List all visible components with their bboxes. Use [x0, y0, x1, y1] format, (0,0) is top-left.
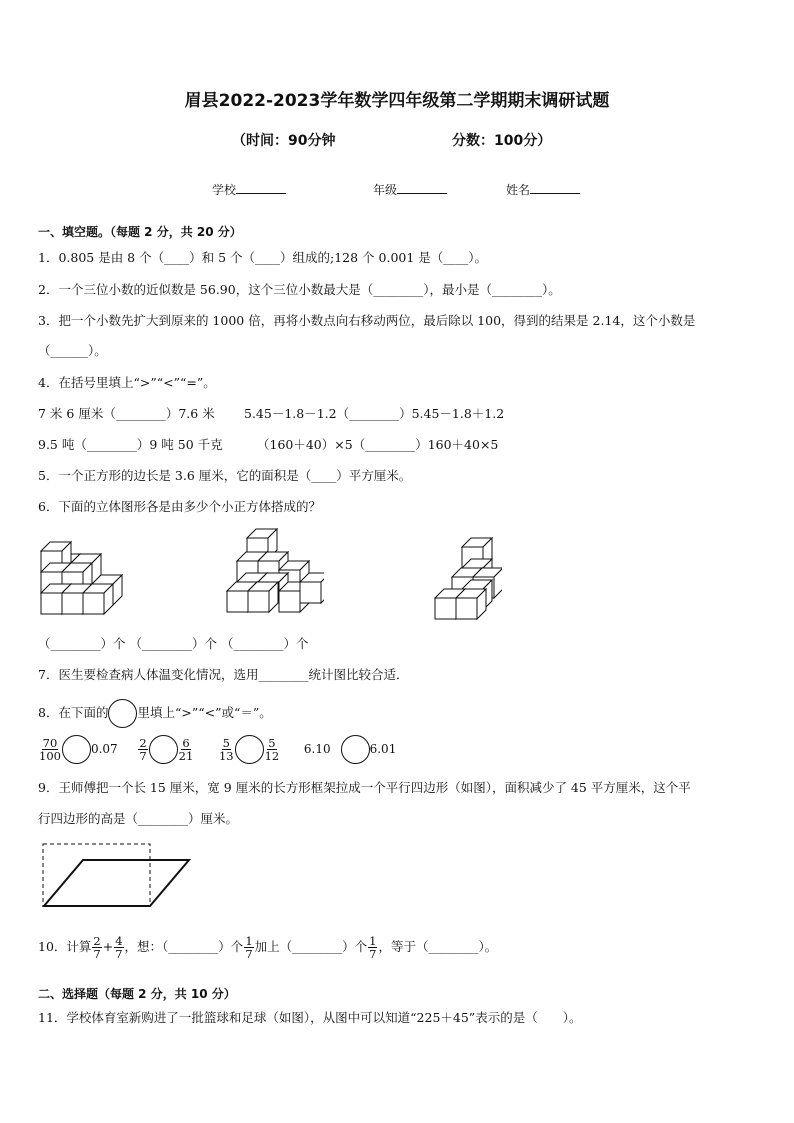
question-10-text: ，等于（________）。: [378, 939, 498, 954]
unit-cube: [83, 584, 113, 614]
question-10-lead: 10．计算: [38, 939, 92, 954]
question-4a: 7 米 6 厘米（________）7.6 米: [38, 406, 215, 421]
question-6-answers: （________）个 （________）个 （________）个: [38, 636, 309, 651]
value: 0.07: [90, 742, 118, 756]
question-9-blank: 行四边形的高是（________）厘米。: [38, 811, 239, 826]
compare-circle-2[interactable]: [149, 735, 178, 764]
cube-figure-2: [224, 528, 324, 622]
grade-label: 年级: [373, 183, 398, 197]
name-label: 姓名: [506, 183, 531, 197]
compare-circle-4[interactable]: [341, 735, 370, 764]
unit-cube: [248, 582, 278, 612]
question-8: [38, 699, 272, 728]
question-8-lead: 8．在下面的: [38, 705, 109, 720]
unit-cube: [456, 589, 486, 619]
question-6: 6．下面的立体图形各是由多少个小正方体搭成的？: [38, 499, 321, 514]
fraction: $\frac{6}{21}$: [178, 736, 194, 763]
name-field: [506, 181, 580, 198]
compare-circle-3[interactable]: [235, 735, 264, 764]
fraction: $\frac{1}{7}$: [369, 934, 377, 961]
section-2-heading: 二、选择题（每题 2 分，共 10 分）: [38, 987, 236, 1001]
question-8-items: [38, 735, 396, 764]
school-blank: [236, 181, 286, 194]
question-3: 3．把一个小数先扩大到原来的 1000 倍，再将小数点向右移动两位，最后除以 100，得到的结果是 2.14，这个小数是: [38, 313, 696, 328]
question-10-text: 加上（________）个: [254, 939, 368, 954]
question-5: 5．一个正方形的边长是 3.6 厘米，它的面积是（____）平方厘米。: [38, 468, 412, 483]
school-field: [212, 181, 286, 198]
value: 6.01: [369, 742, 397, 756]
question-9: 9．王师傅把一个长 15 厘米，宽 9 厘米的长方形框架拉成一个平行四边形（如图），面积减少了 45 平方厘米，这个平: [38, 780, 691, 795]
parallelogram-figure: [38, 840, 198, 910]
question-11: 11．学校体育室新购进了一批篮球和足球（如图），从图中可以知道“225＋45”表示的是（ ）。: [38, 1010, 582, 1025]
fraction: $\frac{5}{13}$: [218, 736, 234, 763]
compare-circle-icon: [108, 699, 137, 728]
question-10-text: ，想：（________）个: [124, 939, 244, 954]
school-label: 学校: [212, 183, 237, 197]
fraction: $\frac{70}{100}$: [39, 736, 61, 763]
fraction: $\frac{2}{7}$: [139, 736, 147, 763]
fraction: $\frac{5}{12}$: [264, 736, 280, 763]
question-4b: 5.45－1.8－1.2（________）5.45－1.8＋1.2: [244, 406, 505, 421]
cube-figure-3: [432, 533, 502, 623]
question-1: 1．0.805 是由 8 个（____）和 5 个（____）组成的;128 个 0.001 是（____）。: [38, 250, 488, 265]
name-blank: [530, 181, 580, 194]
question-4c: 9.5 吨（________）9 吨 50 千克: [38, 437, 223, 452]
question-7: 7．医生要检查病人体温变化情况，选用________统计图比较合适．: [38, 667, 409, 682]
question-10: [38, 935, 497, 960]
fraction: $\frac{1}{7}$: [245, 934, 253, 961]
section-1-heading: 一、填空题。（每题 2 分，共 20 分）: [38, 225, 242, 239]
plus-sign: +: [102, 939, 114, 954]
value: 6.10: [303, 742, 331, 756]
question-2: 2．一个三位小数的近似数是 56.90，这个三位小数最大是（________），最小是（________）。: [38, 282, 561, 297]
exam-time: （时间：90分钟: [232, 133, 336, 149]
question-3-blank: （______）。: [38, 343, 107, 358]
compare-circle-1[interactable]: [62, 735, 91, 764]
question-4: 4．在括号里填上“>”“<”“=”。: [38, 375, 216, 390]
fraction: $\frac{2}{7}$: [93, 934, 101, 961]
fraction: $\frac{4}{7}$: [115, 934, 123, 961]
page-title: 眉县2022-2023学年数学四年级第二学期期末调研试题: [184, 91, 610, 111]
grade-blank: [397, 181, 447, 194]
question-4d: （160＋40）×5（________）160＋40×5: [257, 437, 499, 452]
cube-figure-1: [38, 532, 134, 622]
grade-field: [373, 181, 447, 198]
question-8-tail: 里填上“>”“<”或“＝”。: [137, 705, 272, 720]
exam-score: 分数：100分）: [452, 133, 552, 149]
